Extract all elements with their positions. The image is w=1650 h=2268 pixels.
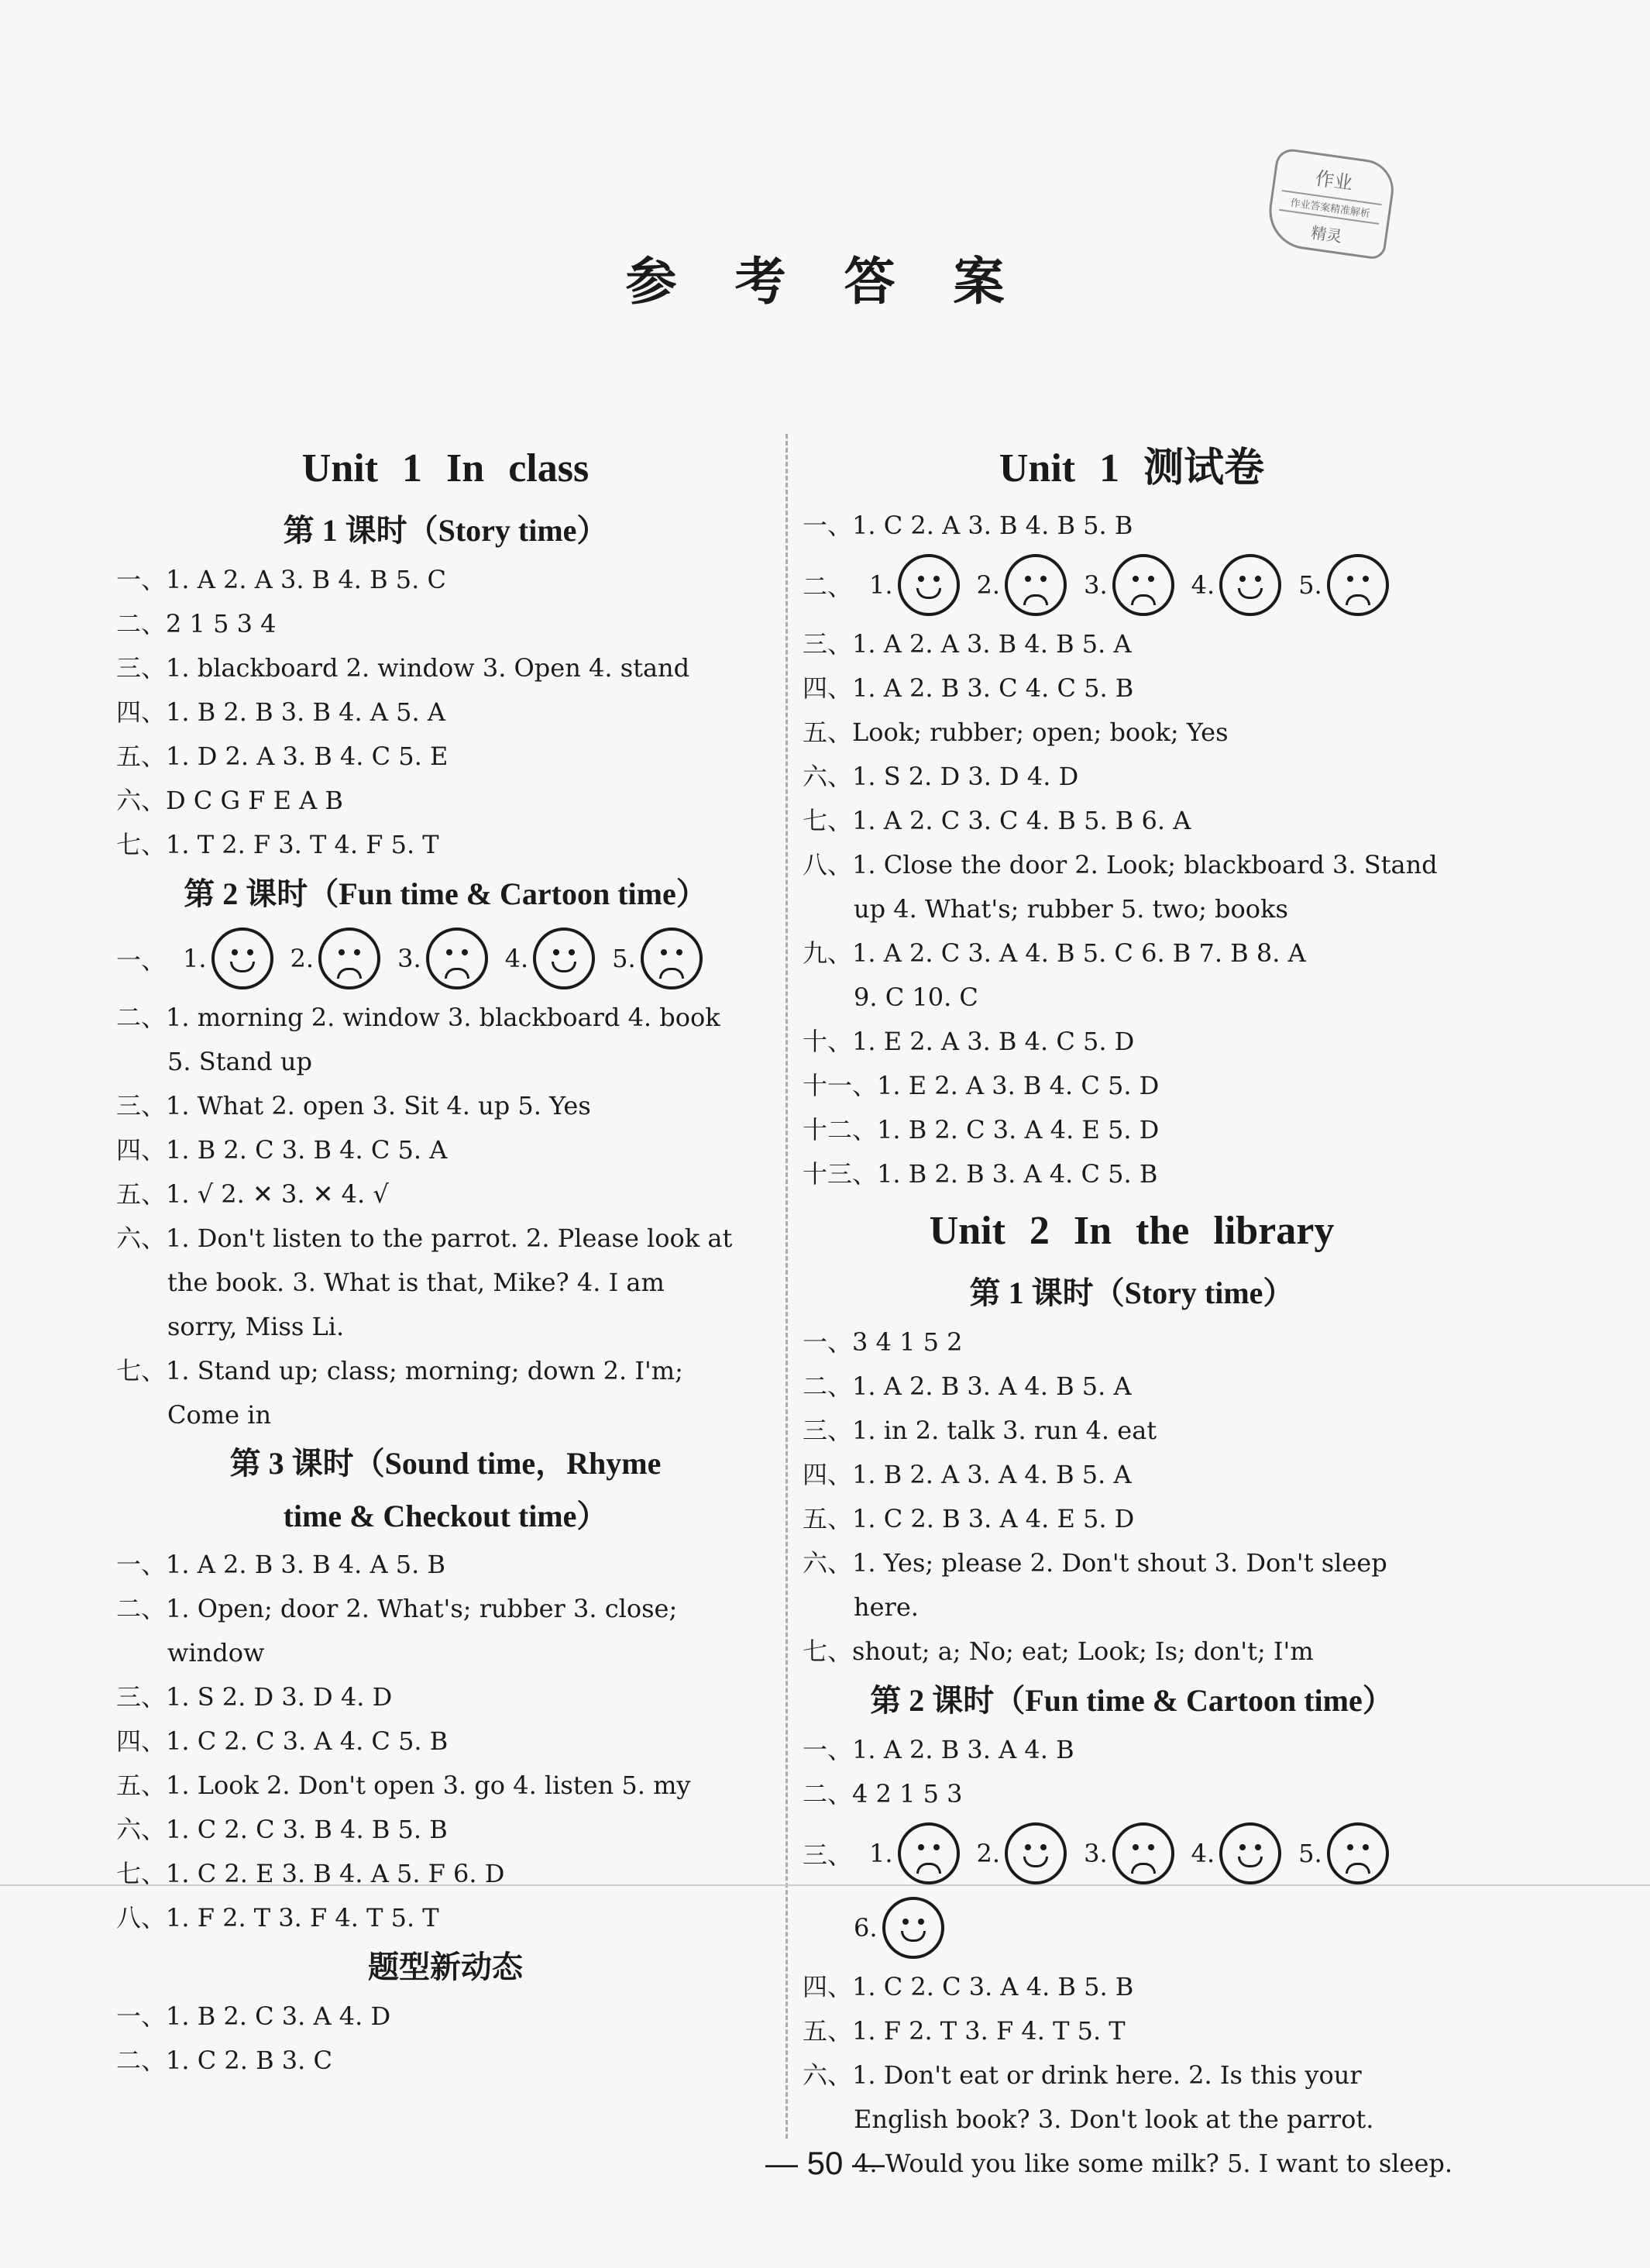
sad-face-icon xyxy=(898,1822,960,1884)
face-answer-row xyxy=(803,1891,1461,1965)
face-number: 3. xyxy=(397,944,421,973)
answer-line: 二、1. C 2. B 3. C xyxy=(116,2046,332,2075)
answer-line-continued: up 4. What's; rubber 5. two; books xyxy=(854,894,1288,924)
smiling-face-icon xyxy=(1219,1822,1281,1884)
face-number: 2. xyxy=(976,1839,1001,1868)
page-number: — 50 — xyxy=(765,2145,885,2181)
answer-line-continued: the book. 3. What is that, Mike? 4. I am xyxy=(167,1268,665,1297)
answer-line: 九、1. A 2. C 3. A 4. B 5. C 6. B 7. B 8. A xyxy=(803,938,1306,968)
face-number: 6. xyxy=(854,1913,878,1943)
answer-line: 一、1. A 2. B 3. B 4. A 5. B xyxy=(116,1550,445,1579)
answer-line: 一、1. B 2. C 3. A 4. D xyxy=(116,2001,391,2031)
face-number: 1. xyxy=(869,1839,893,1868)
lesson-heading: 第 2 课时（Fun time & Cartoon time） xyxy=(870,1683,1394,1718)
face-number: 4. xyxy=(1191,1839,1215,1868)
answer-line: 五、Look; rubber; open; book; Yes xyxy=(803,718,1229,747)
answer-line-continued: 5. Stand up xyxy=(167,1047,312,1076)
answer-line-continued: Come in xyxy=(167,1400,272,1430)
answer-line: 一、1. A 2. B 3. A 4. B xyxy=(803,1735,1074,1764)
answer-line: 四、1. C 2. C 3. A 4. B 5. B xyxy=(803,1972,1134,2001)
answer-line: 四、1. C 2. C 3. A 4. C 5. B xyxy=(116,1726,449,1756)
answer-line: 四、1. A 2. B 3. C 4. C 5. B xyxy=(803,673,1134,703)
lesson-heading: 第 1 课时（Story time） xyxy=(969,1275,1294,1310)
face-number: 2. xyxy=(290,944,315,973)
column-divider xyxy=(785,434,788,2139)
right-column xyxy=(803,434,1461,2186)
answer-line: 四、1. B 2. A 3. A 4. B 5. A xyxy=(803,1460,1132,1489)
answer-line: 二、4 2 1 5 3 xyxy=(803,1779,963,1809)
answer-line: 二、2 1 5 3 4 xyxy=(116,609,277,638)
face-number: 3. xyxy=(1084,570,1108,600)
answer-line: 五、1. C 2. B 3. A 4. E 5. D xyxy=(803,1504,1135,1533)
answer-line: 四、1. B 2. C 3. B 4. C 5. A xyxy=(116,1135,448,1165)
smiling-face-icon xyxy=(533,928,595,989)
sad-face-icon xyxy=(1112,1822,1174,1884)
left-column xyxy=(116,434,775,2083)
answer-line: 七、1. Stand up; class; morning; down 2. I'm; xyxy=(116,1356,683,1385)
answer-line: 十二、1. B 2. C 3. A 4. E 5. D xyxy=(803,1115,1160,1144)
face-number: 1. xyxy=(869,570,893,600)
answer-line: 三、1. in 2. talk 3. run 4. eat xyxy=(803,1416,1157,1445)
answer-line-continued: here. xyxy=(854,1592,919,1622)
answer-line: 七、1. T 2. F 3. T 4. F 5. T xyxy=(116,830,439,859)
sad-face-icon xyxy=(1005,554,1067,616)
smiling-face-icon xyxy=(1005,1822,1067,1884)
lesson-heading-line: time & Checkout time） xyxy=(283,1499,608,1533)
lesson-heading: 第 1 课时（Story time） xyxy=(283,513,608,548)
face-number: 4. xyxy=(504,944,529,973)
test-heading: Unit 1 测试卷 xyxy=(999,446,1265,490)
answer-line: 一、3 4 1 5 2 xyxy=(803,1327,963,1357)
answer-line: 七、1. A 2. C 3. C 4. B 5. B 6. A xyxy=(803,806,1191,835)
answer-line-continued: 9. C 10. C xyxy=(854,983,978,1012)
smiling-face-icon xyxy=(1219,554,1281,616)
sad-face-icon xyxy=(1112,554,1174,616)
answer-line: 二、1. Open; door 2. What's; rubber 3. close; xyxy=(116,1594,678,1623)
answer-line: 七、1. C 2. E 3. B 4. A 5. F 6. D xyxy=(116,1859,505,1888)
sad-face-icon xyxy=(426,928,488,989)
answer-line: 十三、1. B 2. B 3. A 4. C 5. B xyxy=(803,1159,1158,1189)
answer-line: 五、1. F 2. T 3. F 4. T 5. T xyxy=(803,2016,1126,2046)
row-prefix: 一、 xyxy=(116,945,167,975)
row-prefix: 二、 xyxy=(803,572,853,601)
answer-line-continued: window xyxy=(167,1638,265,1667)
answer-line: 三、1. What 2. open 3. Sit 4. up 5. Yes xyxy=(116,1091,591,1120)
smiling-face-icon xyxy=(211,928,273,989)
smiling-face-icon xyxy=(898,554,960,616)
answer-line-continued: English book? 3. Don't look at the parrot. xyxy=(854,2105,1374,2134)
answer-line: 五、1. √ 2. ✕ 3. ✕ 4. √ xyxy=(116,1179,389,1209)
face-number: 3. xyxy=(1084,1839,1108,1868)
answer-line-continued: sorry, Miss Li. xyxy=(167,1312,345,1341)
sad-face-icon xyxy=(1327,554,1389,616)
answer-line: 三、1. A 2. A 3. B 4. B 5. A xyxy=(803,629,1132,659)
unit-heading: Unit 1 In class xyxy=(301,446,590,490)
answer-line: 三、1. S 2. D 3. D 4. D xyxy=(116,1682,393,1712)
answer-line-continued: 4. Would you like some milk? 5. I want to sleep. xyxy=(854,2149,1453,2178)
answer-line: 十一、1. E 2. A 3. B 4. C 5. D xyxy=(803,1071,1160,1100)
page-title: 参 考 答 案 xyxy=(625,251,1025,311)
sad-face-icon xyxy=(1327,1822,1389,1884)
answer-line: 二、1. A 2. B 3. A 4. B 5. A xyxy=(803,1371,1132,1401)
lesson-heading: 题型新动态 xyxy=(368,1950,523,1984)
answer-line: 十、1. E 2. A 3. B 4. C 5. D xyxy=(803,1027,1135,1056)
answer-line: 八、1. Close the door 2. Look; blackboard 3. Stand xyxy=(803,850,1438,879)
face-number: 1. xyxy=(183,944,207,973)
face-answer-row xyxy=(803,548,1461,622)
face-number: 5. xyxy=(1298,1839,1322,1868)
row-prefix: 三、 xyxy=(803,1840,853,1870)
lesson-heading xyxy=(116,1437,775,1543)
face-answer-row xyxy=(803,1816,1461,1891)
face-number: 5. xyxy=(612,944,636,973)
face-number: 2. xyxy=(976,570,1001,600)
answer-line: 六、D C G F E A B xyxy=(116,786,343,815)
face-number: 5. xyxy=(1298,570,1322,600)
unit-heading: Unit 2 In the library xyxy=(929,1209,1335,1253)
answer-line: 八、1. F 2. T 3. F 4. T 5. T xyxy=(116,1903,439,1932)
answer-line: 六、1. Yes; please 2. Don't shout 3. Don't sleep xyxy=(803,1548,1387,1578)
answer-line: 五、1. D 2. A 3. B 4. C 5. E xyxy=(116,742,449,771)
answer-line: 一、1. A 2. A 3. B 4. B 5. C xyxy=(116,565,446,594)
sad-face-icon xyxy=(318,928,380,989)
answer-line: 六、1. C 2. C 3. B 4. B 5. B xyxy=(116,1815,448,1844)
answer-line: 六、1. Don't listen to the parrot. 2. Please look at xyxy=(116,1223,733,1253)
answer-line: 六、1. S 2. D 3. D 4. D xyxy=(803,762,1079,791)
answer-line: 四、1. B 2. B 3. B 4. A 5. A xyxy=(116,697,445,727)
stamp-logo: 作业 作业答案精准解析 精灵 xyxy=(1264,147,1397,260)
answer-line: 七、shout; a; No; eat; Look; Is; don't; I'm xyxy=(803,1636,1314,1666)
smiling-face-icon xyxy=(882,1897,944,1959)
lesson-heading: 第 2 课时（Fun time & Cartoon time） xyxy=(184,876,707,911)
sad-face-icon xyxy=(641,928,703,989)
answer-line: 三、1. blackboard 2. window 3. Open 4. stand xyxy=(116,653,690,683)
face-number: 4. xyxy=(1191,570,1215,600)
answer-line: 一、1. C 2. A 3. B 4. B 5. B xyxy=(803,511,1133,540)
lesson-heading-line: 第 3 课时（Sound time，Rhyme xyxy=(229,1446,662,1481)
answer-line: 六、1. Don't eat or drink here. 2. Is this your xyxy=(803,2060,1362,2090)
face-answer-row xyxy=(116,921,775,996)
answer-line: 二、1. morning 2. window 3. blackboard 4. book xyxy=(116,1003,720,1032)
answer-line: 五、1. Look 2. Don't open 3. go 4. listen 5. my xyxy=(116,1771,691,1800)
